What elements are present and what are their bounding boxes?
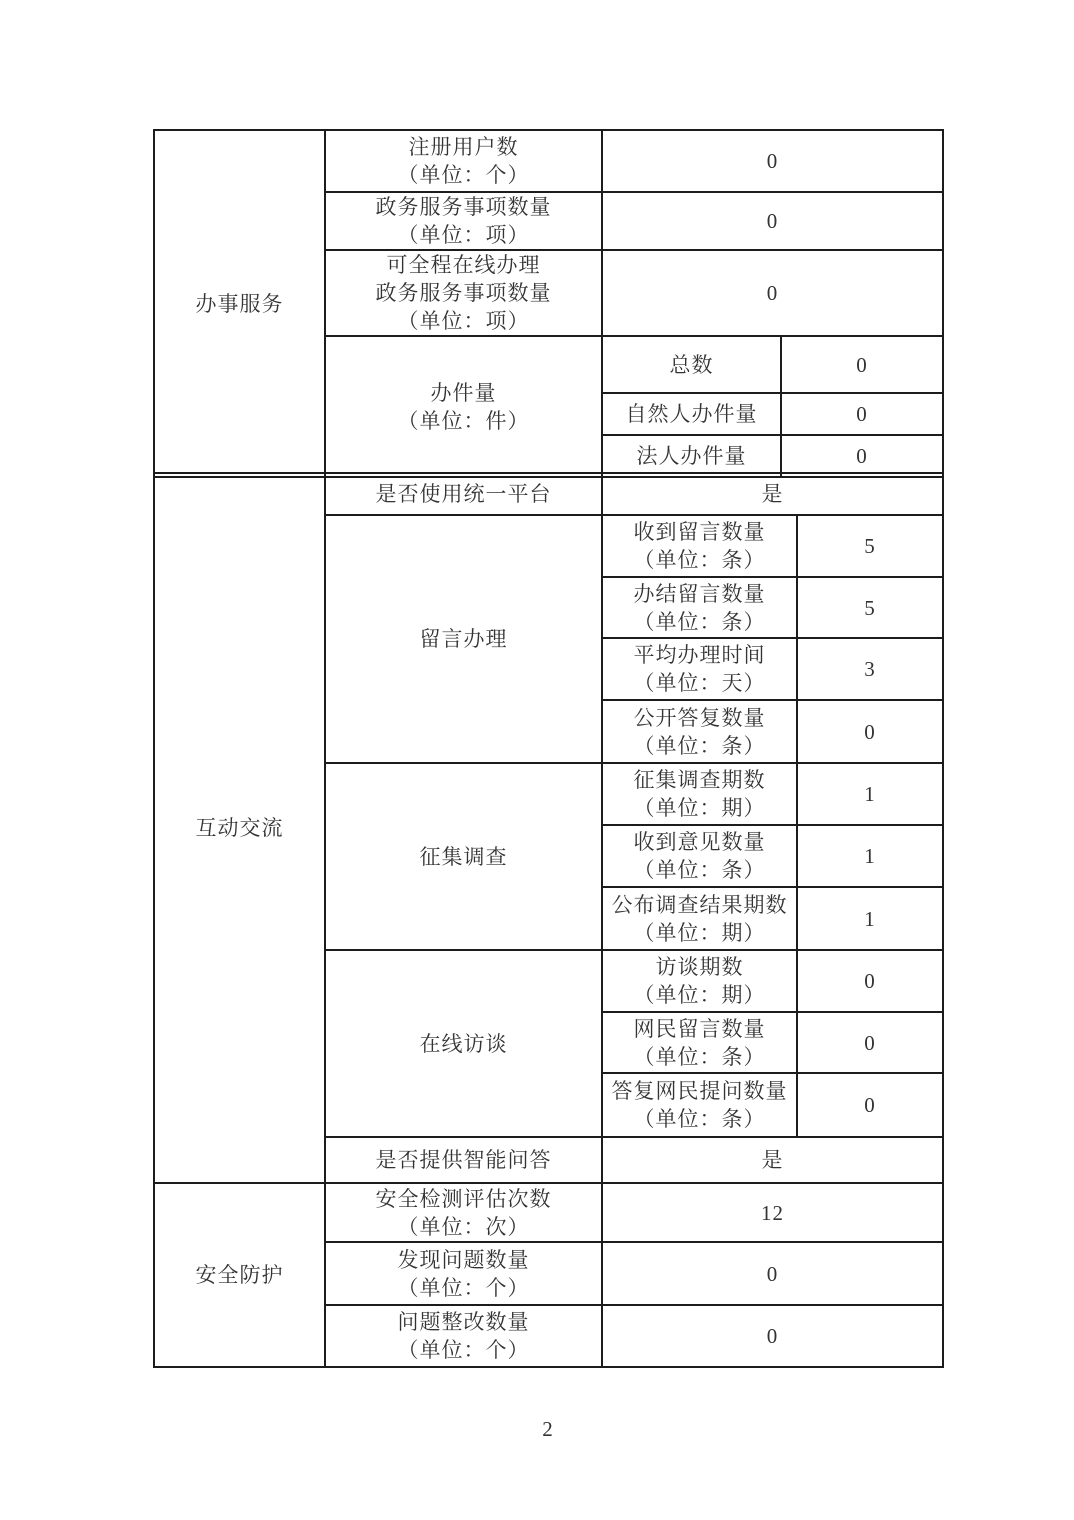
metric-label: 是否提供智能问答 [375,1148,552,1172]
submetric-value: 0 [797,1012,943,1073]
report-table-section-services [153,129,944,478]
submetric-label-cell [602,638,797,700]
section-header-services [154,130,325,477]
metric-label-cell [325,1137,602,1183]
group-unit: （单位：件） [397,408,530,433]
submetric-label: 公开答复数量 [633,705,766,730]
submetric-unit: （单位：条） [633,733,766,758]
submetric-unit: （单位：条） [633,1044,766,1069]
metric-unit: （单位：个） [397,163,530,187]
submetric-value: 1 [797,887,943,950]
submetric-unit: （单位：天） [633,671,766,695]
submetric-label: 答复网民提问数量 [611,1079,788,1103]
submetric-value: 0 [797,700,943,763]
metric-label-cell [325,1305,602,1367]
metric-label-line2: 政务服务事项数量 [375,281,552,305]
group-label-cell [325,336,602,477]
metric-value: 12 [602,1183,943,1242]
metric-value: 0 [602,192,943,250]
submetric-label: 征集调查期数 [633,768,766,792]
submetric-value: 1 [797,763,943,825]
submetric-label: 收到意见数量 [633,830,766,854]
submetric-label-cell [602,700,797,763]
submetric-label: 平均办理时间 [633,643,766,667]
metric-value: 0 [602,250,943,336]
submetric-label: 收到留言数量 [633,520,766,544]
submetric-unit: （单位：条） [633,1107,766,1131]
section-title: 办事服务 [195,291,284,316]
metric-label-cell [325,473,602,515]
metric-value: 是 [602,473,943,515]
metric-unit: （单位：次） [397,1214,530,1239]
group-label: 在线访谈 [419,1031,508,1056]
report-table-section-interaction [153,472,944,1184]
submetric-label-cell [602,1012,797,1073]
metric-label: 注册用户数 [408,135,519,159]
submetric-unit: （单位：期） [633,796,766,820]
metric-unit: （单位：项） [397,223,530,247]
section-header-security [154,1183,325,1367]
group-label: 征集调查 [419,844,508,869]
metric-label-cell [325,192,602,250]
metric-unit: （单位：项） [397,309,530,333]
metric-label: 是否使用统一平台 [375,482,552,506]
submetric-unit: （单位：期） [633,920,766,945]
submetric-unit: （单位：期） [633,983,766,1007]
submetric-value: 0 [781,393,943,435]
submetric-label: 访谈期数 [655,955,744,979]
metric-label-cell [325,1183,602,1242]
submetric-label-cell [602,577,797,638]
metric-label-cell [325,1242,602,1305]
metric-label-cell [325,130,602,192]
submetric-label: 公布调查结果期数 [611,892,788,917]
group-label: 办件量 [430,380,497,405]
submetric-label-cell [602,825,797,887]
report-table-section-security [153,1182,944,1368]
submetric-label: 办结留言数量 [633,581,766,606]
metric-value: 0 [602,1242,943,1305]
metric-label: 可全程在线办理 [386,253,541,277]
group-label: 留言办理 [419,627,508,651]
metric-label-cell [325,250,602,336]
metric-label: 政务服务事项数量 [375,195,552,219]
metric-label: 发现问题数量 [397,1247,530,1272]
submetric-label-cell [602,515,797,577]
submetric-label-cell [602,763,797,825]
submetric-unit: （单位：条） [633,609,766,634]
metric-value: 0 [602,1305,943,1367]
group-label-cell [325,763,602,950]
submetric-label-cell [602,887,797,950]
section-title: 安全防护 [195,1263,284,1287]
submetric-label: 总数 [602,336,781,393]
submetric-unit: （单位：条） [633,548,766,572]
submetric-value: 0 [781,336,943,393]
submetric-label: 法人办件量 [602,435,781,477]
submetric-value: 5 [797,515,943,577]
submetric-value: 0 [797,1073,943,1137]
submetric-label-cell [602,1073,797,1137]
submetric-label: 自然人办件量 [602,393,781,435]
metric-value: 是 [602,1137,943,1183]
submetric-value: 0 [797,950,943,1012]
table-row [154,1183,943,1242]
section-header-interaction [154,473,325,1183]
submetric-value: 5 [797,577,943,638]
page-number: 2 [542,1417,553,1441]
submetric-label: 网民留言数量 [633,1016,766,1041]
metric-label: 问题整改数量 [397,1310,530,1334]
submetric-value: 0 [781,435,943,477]
metric-unit: （单位：个） [397,1275,530,1300]
metric-unit: （单位：个） [397,1338,530,1362]
submetric-value: 1 [797,825,943,887]
group-label-cell [325,515,602,763]
table-row [154,473,943,515]
section-title: 互动交流 [195,816,284,840]
metric-value: 0 [602,130,943,192]
submetric-label-cell [602,950,797,1012]
table-row [154,130,943,192]
submetric-unit: （单位：条） [633,858,766,882]
group-label-cell [325,950,602,1137]
submetric-value: 3 [797,638,943,700]
metric-label: 安全检测评估次数 [375,1186,552,1211]
